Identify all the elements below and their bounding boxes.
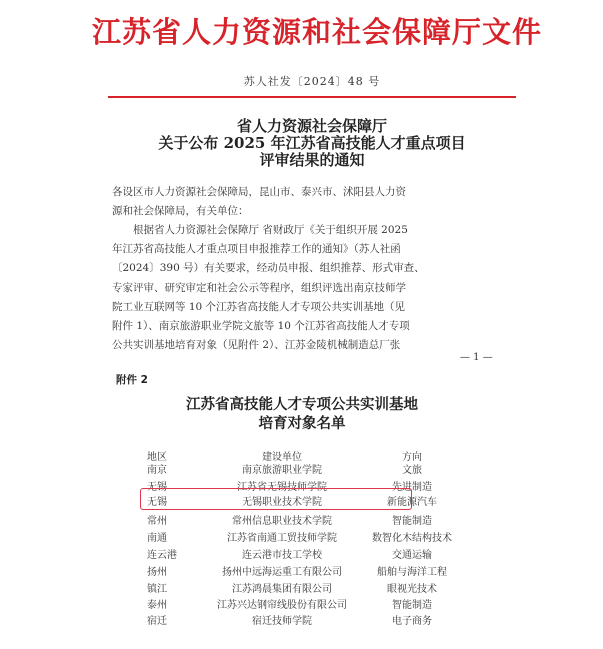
- notice-title: [92, 118, 532, 169]
- table-row: [92, 612, 532, 628]
- body-line: 院工业互联网等 10 个江苏省高技能人才专项公共实训基地（见: [112, 300, 406, 313]
- cell-unit: 江苏省无锡技师学院: [237, 482, 327, 493]
- table-row: [92, 580, 532, 596]
- column-header-direction: 方向: [402, 452, 422, 463]
- cell-unit: 南京旅游职业学院: [242, 465, 322, 476]
- document-page-2: [92, 370, 532, 649]
- cell-unit: 无锡职业技术学院: [242, 497, 322, 508]
- salutation: [112, 183, 522, 221]
- cell-direction: 眼视光技术: [387, 584, 437, 595]
- table-row: [92, 461, 532, 477]
- cell-region: 泰州: [147, 600, 167, 611]
- table-row-highlighted: [92, 493, 532, 509]
- notice-title-line: 关于公布 2025 年江苏省高技能人才重点项目: [158, 134, 466, 152]
- body-line: 附件 1）、南京旅游职业学院文旅等 10 个江苏省高技能人才专项: [112, 320, 410, 333]
- attachment-label: 附件 2: [116, 374, 148, 386]
- body-line: 年江苏省高技能人才重点项目申报推荐工作的通知》（苏人社函: [112, 243, 401, 256]
- body-line: 专家评审、研究审定和社会公示等程序，组织评选出南京技师学: [112, 281, 406, 294]
- cell-unit: 连云港市技工学校: [242, 550, 322, 561]
- cell-region: 常州: [147, 516, 167, 527]
- notice-body: [112, 221, 524, 355]
- table-row: [92, 512, 532, 528]
- document-page-1: [92, 0, 543, 368]
- cell-region: 扬州: [147, 567, 167, 578]
- column-header-unit: 建设单位: [262, 452, 302, 463]
- cell-direction: 交通运输: [392, 550, 432, 561]
- cell-direction: 新能源汽车: [387, 497, 437, 508]
- cell-direction: 数智化木结构技术: [372, 533, 452, 544]
- attachment-title-line: 江苏省高技能人才专项公共实训基地: [186, 396, 418, 413]
- cell-unit: 宿迁技师学院: [252, 616, 312, 627]
- column-header-region: 地区: [147, 452, 167, 463]
- cell-region: 无锡: [147, 482, 167, 493]
- table-row: [92, 546, 532, 562]
- page-number: — 1 —: [460, 352, 493, 363]
- attachment-title: [92, 395, 512, 433]
- cell-direction: 船舶与海洋工程: [377, 567, 447, 578]
- cell-region: 连云港: [147, 550, 177, 561]
- body-line: 〔2024〕390 号）有关要求，经动员申报、组织推荐、形式审查、: [112, 262, 425, 275]
- cell-direction: 文旅: [402, 465, 422, 476]
- cell-direction: 先进制造: [392, 482, 432, 493]
- salutation-line: 各设区市人力资源社会保障局，昆山市、泰兴市、沭阳县人力资: [112, 186, 406, 198]
- salutation-line: 源和社会保障局，有关单位：: [112, 205, 249, 217]
- cell-unit: 江苏兴达钢帘线股份有限公司: [217, 600, 347, 611]
- cell-region: 南通: [147, 533, 167, 544]
- cell-unit: 常州信息职业技术学院: [232, 516, 332, 527]
- cell-region: 镇江: [147, 584, 167, 595]
- body-line: 公共实训基地培育对象（见附件 2）、江苏金陵机械制造总厂张: [112, 339, 401, 352]
- cell-direction: 智能制造: [392, 516, 432, 527]
- cell-unit: 江苏鸿晨集团有限公司: [232, 584, 332, 595]
- cell-direction: 电子商务: [392, 616, 432, 627]
- document-number: 苏人社发〔2024〕48 号: [243, 75, 381, 88]
- notice-title-line: 评审结果的通知: [259, 151, 365, 169]
- body-line: 根据省人力资源社会保障厅 省财政厅《关于组织开展 2025: [133, 224, 408, 236]
- cell-unit: 扬州中远海运重工有限公司: [222, 567, 342, 578]
- cell-unit: 江苏省南通工贸技师学院: [227, 533, 337, 544]
- table-row: [92, 529, 532, 545]
- header-red-rule: [108, 96, 516, 98]
- table-row: [92, 563, 532, 579]
- cell-region: 南京: [147, 465, 167, 476]
- attachment-title-line: 培育对象名单: [258, 415, 346, 432]
- cell-direction: 智能制造: [392, 600, 432, 611]
- cell-region: 无锡: [147, 497, 167, 508]
- document-header-title: 江苏省人力资源和社会保障厅文件: [92, 15, 543, 49]
- cell-region: 宿迁: [147, 616, 167, 627]
- table-row: [92, 596, 532, 612]
- notice-title-line: 省人力资源社会保障厅: [236, 117, 387, 135]
